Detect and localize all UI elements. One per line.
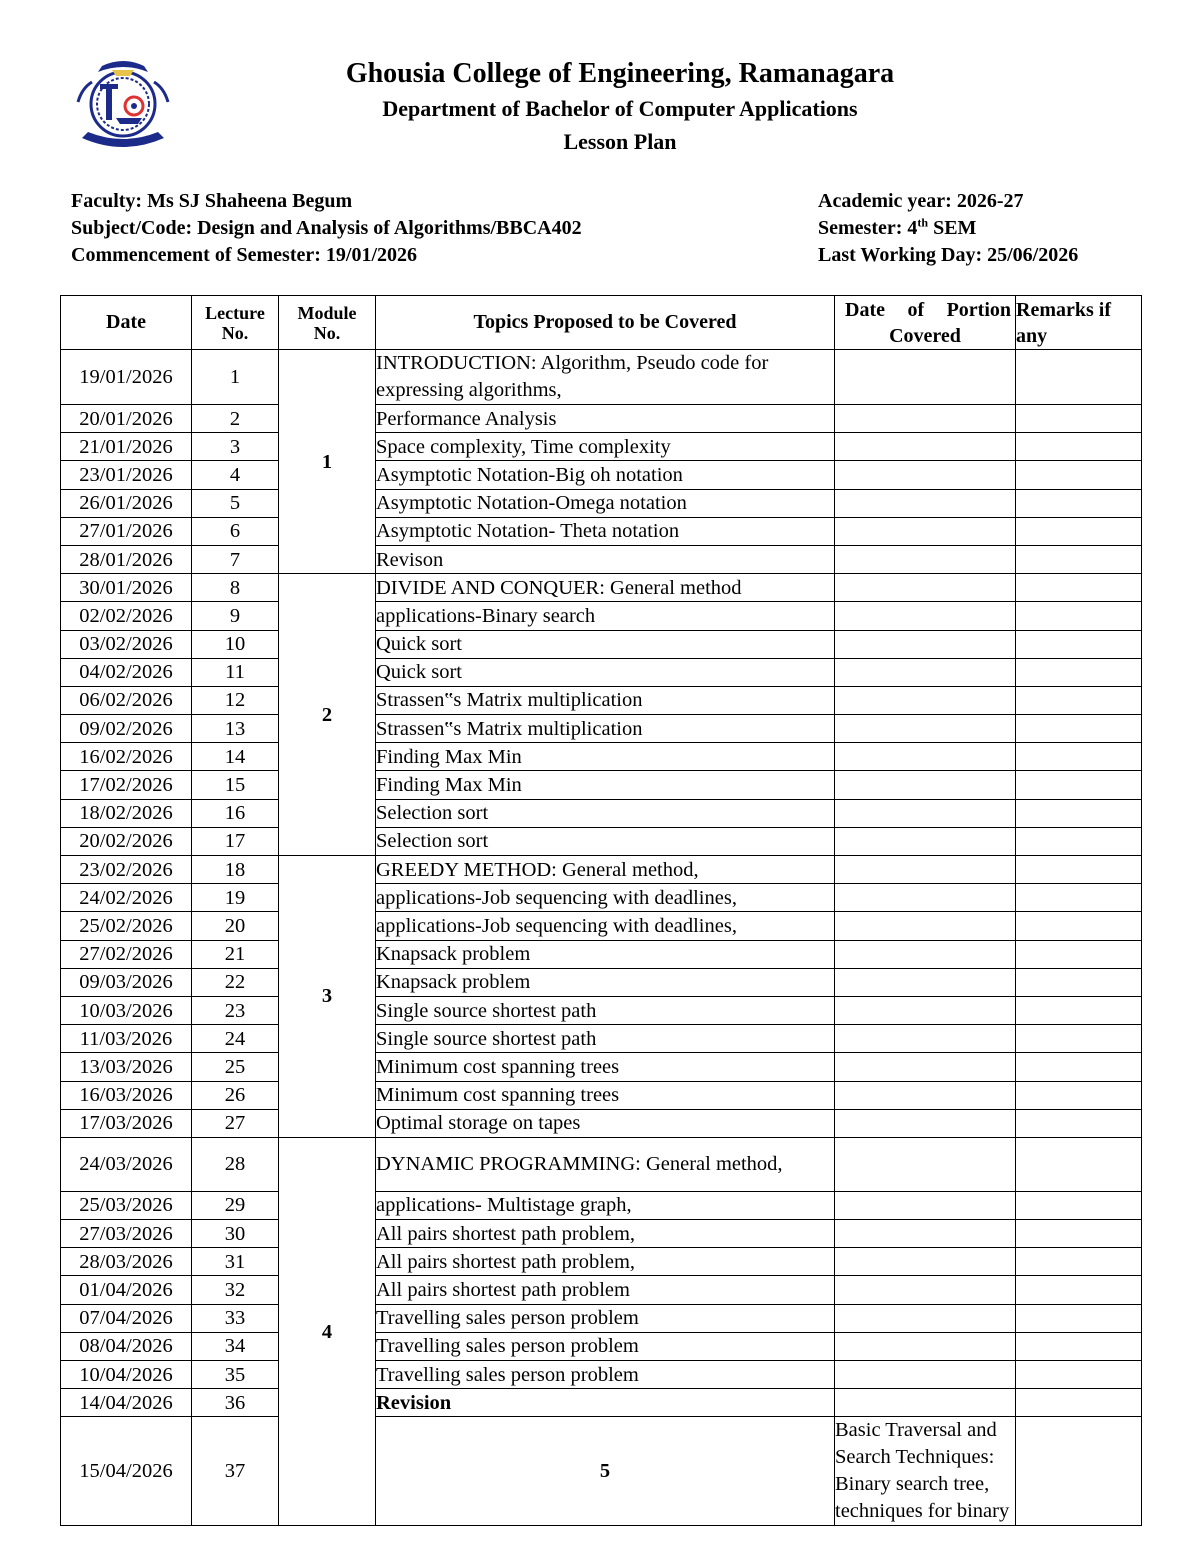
header-remarks-line1: Remarks if [1016, 298, 1111, 321]
header-lecture-line1: Lecture [205, 302, 265, 323]
table-row [61, 771, 1142, 799]
row-date: 09/02/2026 [61, 715, 192, 743]
row-lecture-no: 9 [192, 602, 279, 630]
table-row [61, 884, 1142, 912]
row-portion-covered [835, 1276, 1016, 1304]
row-portion-covered [835, 433, 1016, 461]
row-lecture-no: 26 [192, 1081, 279, 1109]
table-row [61, 405, 1142, 433]
row-portion-covered [835, 350, 1016, 405]
row-topic: Knapsack problem [376, 968, 835, 996]
row-portion-covered [835, 686, 1016, 714]
row-date: 11/03/2026 [61, 1025, 192, 1053]
row-lecture-no: 31 [192, 1248, 279, 1276]
row-portion-covered [835, 517, 1016, 545]
row-topic: Strassen‟s Matrix multiplication [376, 715, 835, 743]
row-topic: Quick sort [376, 658, 835, 686]
row-portion-covered [835, 1053, 1016, 1081]
row-date: 24/02/2026 [61, 884, 192, 912]
last-working-day-line: Last Working Day: 25/06/2026 [818, 244, 1079, 266]
row-lecture-no: 37 [192, 1417, 279, 1526]
row-topic: INTRODUCTION: Algorithm, Pseudo code for expressing algorithms, [376, 350, 835, 405]
table-row [61, 602, 1142, 630]
table-row [61, 1361, 1142, 1389]
table-row [61, 517, 1142, 545]
table-row [61, 1191, 1142, 1219]
row-lecture-no: 35 [192, 1361, 279, 1389]
row-portion-covered [835, 1025, 1016, 1053]
header-topics: Topics Proposed to be Covered [376, 296, 835, 350]
row-portion-covered [835, 771, 1016, 799]
table-row [61, 658, 1142, 686]
row-portion-covered [835, 996, 1016, 1024]
row-remarks [1016, 1081, 1142, 1109]
row-lecture-no: 8 [192, 574, 279, 602]
row-topic: Quick sort [376, 630, 835, 658]
row-lecture-no: 22 [192, 968, 279, 996]
row-date: 19/01/2026 [61, 350, 192, 405]
row-date: 10/04/2026 [61, 1361, 192, 1389]
header-lecture-line2: No. [221, 322, 249, 343]
table-row [61, 489, 1142, 517]
row-date: 17/03/2026 [61, 1109, 192, 1137]
row-lecture-no: 28 [192, 1137, 279, 1191]
table-row [61, 545, 1142, 573]
row-remarks [1016, 968, 1142, 996]
row-module-no: 4 [279, 1137, 376, 1526]
row-remarks [1016, 743, 1142, 771]
course-info-right [818, 188, 1078, 269]
row-remarks [1016, 658, 1142, 686]
row-date: 06/02/2026 [61, 686, 192, 714]
row-topic: All pairs shortest path problem, [376, 1220, 835, 1248]
row-topic: Minimum cost spanning trees [376, 1081, 835, 1109]
row-topic: Asymptotic Notation-Omega notation [376, 489, 835, 517]
row-lecture-no: 13 [192, 715, 279, 743]
row-portion-covered [835, 602, 1016, 630]
row-remarks [1016, 912, 1142, 940]
row-remarks [1016, 996, 1142, 1024]
faculty-line: Faculty: Ms SJ Shaheena Begum [71, 190, 353, 212]
subject-line: Subject/Code: Design and Analysis of Algorithms/BBCA402 [71, 217, 582, 239]
row-topic: Optimal storage on tapes [376, 1109, 835, 1137]
row-lecture-no: 29 [192, 1191, 279, 1219]
row-portion-covered [835, 856, 1016, 884]
row-date: 01/04/2026 [61, 1276, 192, 1304]
header-portion-line2: Covered [889, 324, 961, 347]
row-date: 16/03/2026 [61, 1081, 192, 1109]
row-remarks [1016, 1137, 1142, 1191]
row-topic: Travelling sales person problem [376, 1332, 835, 1360]
row-topic: applications-Binary search [376, 602, 835, 630]
row-remarks [1016, 574, 1142, 602]
row-date: 09/03/2026 [61, 968, 192, 996]
row-lecture-no: 24 [192, 1025, 279, 1053]
row-remarks [1016, 715, 1142, 743]
row-portion-covered [835, 1191, 1016, 1219]
row-topic: DIVIDE AND CONQUER: General method [376, 574, 835, 602]
row-topic: All pairs shortest path problem [376, 1276, 835, 1304]
row-remarks [1016, 350, 1142, 405]
row-lecture-no: 32 [192, 1276, 279, 1304]
commencement-line: Commencement of Semester: 19/01/2026 [71, 244, 418, 266]
row-module-no: 3 [279, 856, 376, 1138]
table-row [61, 1332, 1142, 1360]
row-topic: Revison [376, 545, 835, 573]
header-portion [835, 296, 1016, 350]
row-lecture-no: 2 [192, 405, 279, 433]
row-topic: Asymptotic Notation-Big oh notation [376, 461, 835, 489]
row-portion-covered [835, 1304, 1016, 1332]
row-topic: DYNAMIC PROGRAMMING: General method, [376, 1137, 835, 1191]
row-date: 07/04/2026 [61, 1304, 192, 1332]
table-row [61, 1081, 1142, 1109]
row-date: 14/04/2026 [61, 1389, 192, 1417]
row-topic: Minimum cost spanning trees [376, 1053, 835, 1081]
row-remarks [1016, 1276, 1142, 1304]
table-row [61, 1389, 1142, 1417]
row-date: 27/02/2026 [61, 940, 192, 968]
row-topic: applications-Job sequencing with deadlines, [376, 884, 835, 912]
row-date: 10/03/2026 [61, 996, 192, 1024]
table-header-row [61, 296, 1142, 350]
row-lecture-no: 10 [192, 630, 279, 658]
header-remarks-line2: any [1016, 324, 1048, 347]
header-lecture [192, 296, 279, 350]
row-date: 04/02/2026 [61, 658, 192, 686]
row-portion-covered [835, 1109, 1016, 1137]
row-remarks [1016, 1191, 1142, 1219]
header-portion-line1 [835, 297, 1015, 323]
row-date: 17/02/2026 [61, 771, 192, 799]
row-remarks [1016, 433, 1142, 461]
row-topic: GREEDY METHOD: General method, [376, 856, 835, 884]
row-module-no: 5 [376, 1417, 835, 1526]
table-row [61, 1025, 1142, 1053]
row-portion-covered [1016, 1417, 1142, 1526]
table-row [61, 996, 1142, 1024]
row-portion-covered [835, 1389, 1016, 1417]
row-topic: Travelling sales person problem [376, 1304, 835, 1332]
row-topic: Knapsack problem [376, 940, 835, 968]
row-lecture-no: 1 [192, 350, 279, 405]
semester-sup: th [917, 215, 929, 230]
row-lecture-no: 5 [192, 489, 279, 517]
row-lecture-no: 12 [192, 686, 279, 714]
row-topic: Strassen‟s Matrix multiplication [376, 686, 835, 714]
row-date: 13/03/2026 [61, 1053, 192, 1081]
row-lecture-no: 3 [192, 433, 279, 461]
row-portion-covered [835, 1220, 1016, 1248]
row-lecture-no: 4 [192, 461, 279, 489]
row-remarks [1016, 602, 1142, 630]
document-title: Lesson Plan [563, 129, 677, 154]
table-row [61, 856, 1142, 884]
row-date: 20/02/2026 [61, 827, 192, 855]
row-date: 25/02/2026 [61, 912, 192, 940]
table-row [61, 630, 1142, 658]
row-lecture-no: 18 [192, 856, 279, 884]
row-lecture-no: 14 [192, 743, 279, 771]
lesson-plan-table [60, 295, 1142, 1526]
row-date: 23/02/2026 [61, 856, 192, 884]
row-portion-covered [835, 1137, 1016, 1191]
row-topic: Asymptotic Notation- Theta notation [376, 517, 835, 545]
header-portion-word3: Portion [946, 298, 1011, 321]
row-remarks [1016, 799, 1142, 827]
semester-line [818, 215, 1078, 242]
semester-suffix: SEM [928, 217, 977, 239]
table-row [61, 799, 1142, 827]
row-module-no: 1 [279, 350, 376, 574]
row-remarks [1016, 827, 1142, 855]
row-date: 26/01/2026 [61, 489, 192, 517]
table-row [61, 1248, 1142, 1276]
row-date: 16/02/2026 [61, 743, 192, 771]
row-remarks [1016, 884, 1142, 912]
table-row [61, 686, 1142, 714]
row-lecture-no: 6 [192, 517, 279, 545]
row-portion-covered [835, 884, 1016, 912]
row-topic: Finding Max Min [376, 771, 835, 799]
row-topic: Single source shortest path [376, 1025, 835, 1053]
table-row [61, 1053, 1142, 1081]
row-remarks [1016, 856, 1142, 884]
table-row [61, 574, 1142, 602]
row-lecture-no: 36 [192, 1389, 279, 1417]
row-lecture-no: 19 [192, 884, 279, 912]
table-row [61, 912, 1142, 940]
table-row [61, 1109, 1142, 1137]
row-topic: Basic Traversal and Search Techniques: Binary search tree, techniques for binary [835, 1417, 1016, 1526]
table-row [61, 940, 1142, 968]
header-module [279, 296, 376, 350]
table-body [61, 350, 1142, 1526]
row-remarks [1016, 1248, 1142, 1276]
row-date: 28/03/2026 [61, 1248, 192, 1276]
row-lecture-no: 21 [192, 940, 279, 968]
row-portion-covered [835, 630, 1016, 658]
row-remarks [1016, 1109, 1142, 1137]
row-remarks [1016, 517, 1142, 545]
row-date: 20/01/2026 [61, 405, 192, 433]
table-row [61, 715, 1142, 743]
row-portion-covered [835, 489, 1016, 517]
row-remarks [1016, 940, 1142, 968]
header-remarks [1016, 296, 1142, 350]
college-name: Ghousia College of Engineering, Ramanagara [345, 58, 895, 89]
department-name: Department of Bachelor of Computer Applications [382, 96, 858, 121]
row-lecture-no: 15 [192, 771, 279, 799]
row-remarks [1016, 630, 1142, 658]
row-portion-covered [835, 461, 1016, 489]
row-date: 30/01/2026 [61, 574, 192, 602]
row-portion-covered [835, 658, 1016, 686]
table-row [61, 461, 1142, 489]
row-remarks [1016, 489, 1142, 517]
row-date: 25/03/2026 [61, 1191, 192, 1219]
row-topic: applications- Multistage graph, [376, 1191, 835, 1219]
row-portion-covered [835, 1081, 1016, 1109]
row-portion-covered [835, 968, 1016, 996]
row-remarks [1016, 1389, 1142, 1417]
row-lecture-no: 7 [192, 545, 279, 573]
row-lecture-no: 20 [192, 912, 279, 940]
academic-year-line: Academic year: 2026-27 [818, 190, 1024, 212]
row-topic: Finding Max Min [376, 743, 835, 771]
row-lecture-no: 27 [192, 1109, 279, 1137]
row-remarks [1016, 771, 1142, 799]
row-remarks [1016, 405, 1142, 433]
row-portion-covered [835, 545, 1016, 573]
row-date: 18/02/2026 [61, 799, 192, 827]
row-lecture-no: 17 [192, 827, 279, 855]
row-topic: Performance Analysis [376, 405, 835, 433]
row-portion-covered [835, 940, 1016, 968]
row-lecture-no: 34 [192, 1332, 279, 1360]
row-remarks [1016, 1053, 1142, 1081]
row-topic: Space complexity, Time complexity [376, 433, 835, 461]
row-topic: Single source shortest path [376, 996, 835, 1024]
row-topic: Selection sort [376, 799, 835, 827]
row-portion-covered [835, 1361, 1016, 1389]
row-lecture-no: 30 [192, 1220, 279, 1248]
header-module-line2: No. [313, 322, 341, 343]
row-topic: applications-Job sequencing with deadlines, [376, 912, 835, 940]
row-date: 28/01/2026 [61, 545, 192, 573]
row-lecture-no: 11 [192, 658, 279, 686]
row-lecture-no: 25 [192, 1053, 279, 1081]
row-date: 02/02/2026 [61, 602, 192, 630]
row-lecture-no: 33 [192, 1304, 279, 1332]
row-date: 23/01/2026 [61, 461, 192, 489]
row-portion-covered [835, 1332, 1016, 1360]
row-remarks [1016, 1361, 1142, 1389]
row-portion-covered [835, 912, 1016, 940]
table-row [61, 1220, 1142, 1248]
row-remarks [1016, 1220, 1142, 1248]
row-portion-covered [835, 715, 1016, 743]
course-info-left [71, 188, 582, 269]
row-remarks [1016, 1304, 1142, 1332]
row-module-no: 2 [279, 574, 376, 856]
row-topic: Travelling sales person problem [376, 1361, 835, 1389]
table-row [61, 743, 1142, 771]
row-lecture-no: 16 [192, 799, 279, 827]
table-row [61, 1137, 1142, 1191]
header-portion-word1: Date [845, 298, 885, 321]
row-portion-covered [835, 799, 1016, 827]
table-row [61, 1304, 1142, 1332]
table-row [61, 827, 1142, 855]
row-portion-covered [835, 405, 1016, 433]
row-date: 15/04/2026 [61, 1417, 192, 1526]
row-date: 21/01/2026 [61, 433, 192, 461]
table-row [61, 1276, 1142, 1304]
row-date: 03/02/2026 [61, 630, 192, 658]
table-row [61, 433, 1142, 461]
row-lecture-no: 23 [192, 996, 279, 1024]
row-remarks [1016, 461, 1142, 489]
header-date: Date [61, 296, 192, 350]
row-remarks [1016, 686, 1142, 714]
row-remarks [1016, 1332, 1142, 1360]
row-portion-covered [835, 1248, 1016, 1276]
row-date: 27/03/2026 [61, 1220, 192, 1248]
row-topic: All pairs shortest path problem, [376, 1248, 835, 1276]
row-portion-covered [835, 743, 1016, 771]
table-row [61, 350, 1142, 405]
semester-prefix: Semester: 4 [818, 217, 918, 239]
row-date: 27/01/2026 [61, 517, 192, 545]
header-portion-word2: of [907, 298, 925, 321]
table-row [61, 968, 1142, 996]
row-date: 08/04/2026 [61, 1332, 192, 1360]
row-remarks [1016, 545, 1142, 573]
table-row [61, 1417, 1142, 1526]
row-topic: Selection sort [376, 827, 835, 855]
row-topic: Revision [376, 1389, 835, 1417]
row-portion-covered [835, 574, 1016, 602]
row-date: 24/03/2026 [61, 1137, 192, 1191]
row-remarks [1016, 1025, 1142, 1053]
header-module-line1: Module [297, 302, 357, 323]
row-portion-covered [835, 827, 1016, 855]
